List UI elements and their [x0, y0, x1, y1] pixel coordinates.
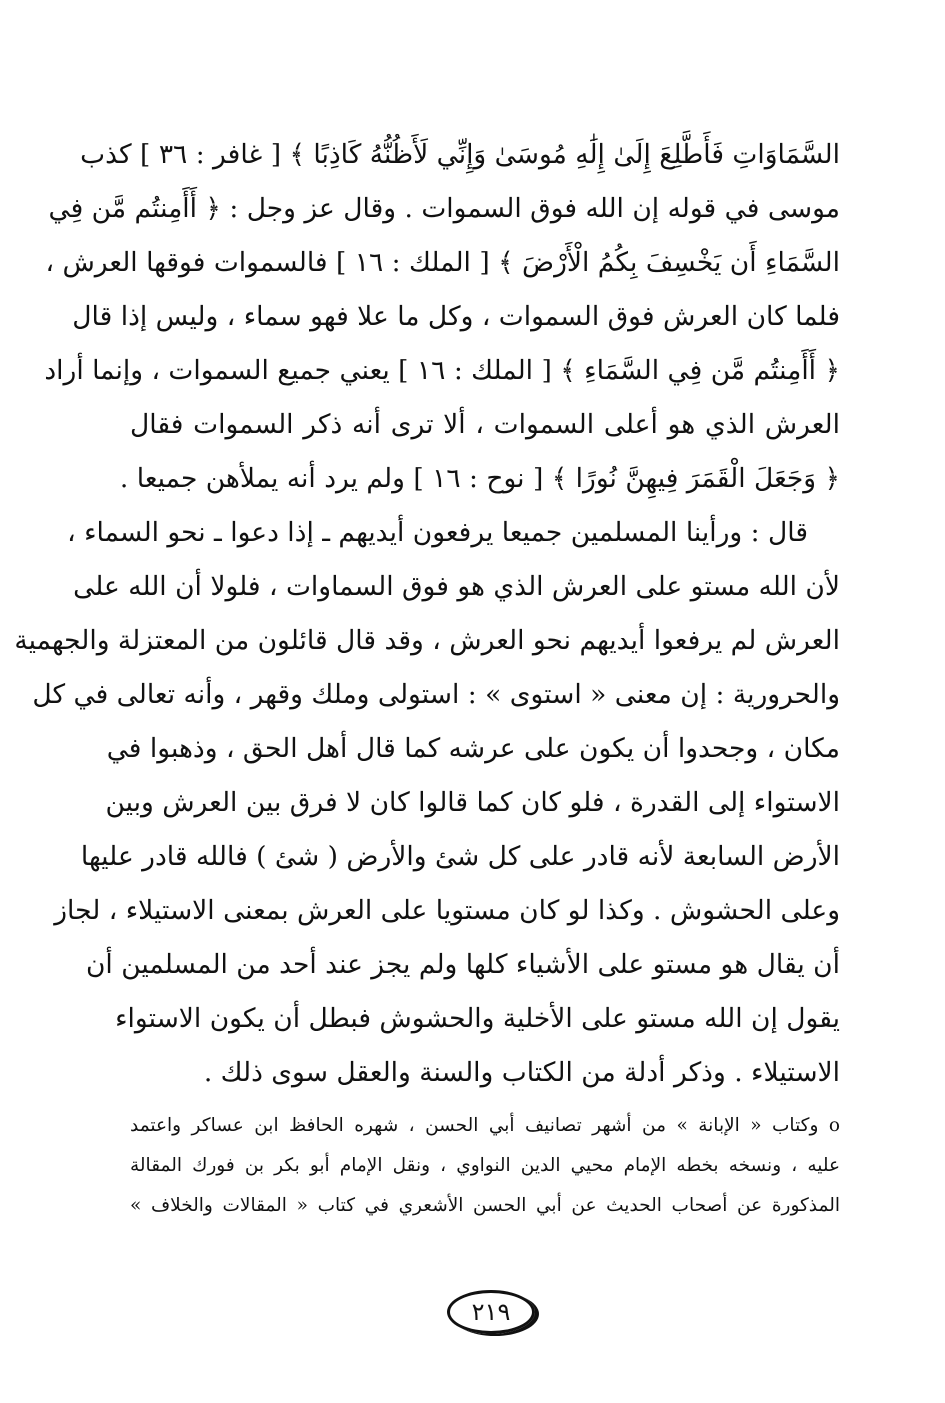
body-line: والحرورية : إن معنى « استوى » : استولى وملك وقهر ، وأنه تعالى في كل [32, 679, 840, 710]
body-line: فلما كان العرش فوق السموات ، وكل ما علا فهو سماء ، وليس إذا قال [72, 301, 840, 332]
footnote [130, 1106, 840, 1226]
footnote-line: المذكورة عن أصحاب الحديث عن أبي الحسن الأشعري في كتاب « المقالات والخلاف » [130, 1195, 840, 1216]
footnote-line: ο وكتاب « الإبانة » من أشهر تصانيف أبي الحسن ، شهره الحافظ ابن عساكر واعتمد [130, 1115, 840, 1136]
body-line: الاستيلاء . وذكر أدلة من الكتاب والسنة والعقل سوى ذلك . [203, 1057, 840, 1088]
body-line: وعلى الحشوش . وكذا لو كان مستويا على العرش بمعنى الاستيلاء ، لجاز [54, 895, 840, 926]
page-number: ٢١٩ [471, 1298, 511, 1326]
body-line: العرش الذي هو أعلى السموات ، ألا ترى أنه ذكر السموات فقال [130, 409, 840, 440]
body-line: ﴿ وَجَعَلَ الْقَمَرَ فِيهِنَّ نُورًا ﴾ [ نوح : ١٦ ] ولم يرد أنه يملأهن جميعا . [119, 463, 840, 494]
body-line: قال : ورأينا المسلمين جميعا يرفعون أيديهم ـ إذا دعوا ـ نحو السماء ، [67, 517, 808, 548]
body-line: ﴿ أَأَمِنتُم مَّن فِي السَّمَاءِ ﴾ [ الملك : ١٦ ] يعني جميع السموات ، وإنما أراد [44, 355, 840, 386]
page-number-badge [447, 1290, 539, 1340]
body-line: العرش لم يرفعوا أيديهم نحو العرش ، وقد قال قائلون من المعتزلة والجهمية [14, 625, 840, 656]
body-line: الأرض السابعة لأنه قادر على كل شئ والأرض ( شئ ) فالله قادر عليها [80, 841, 840, 872]
body-line: يقول إن الله مستو على الأخلية والحشوش فبطل أن يكون الاستواء [115, 1003, 840, 1034]
body-line: الاستواء إلى القدرة ، فلو كان كما قالوا كان لا فرق بين العرش وبين [105, 787, 840, 818]
body-line: لأن الله مستو على العرش الذي هو فوق السماوات ، فلولا أن الله على [73, 571, 840, 602]
footnote-line: عليه ، ونسخه بخطه الإمام محيي الدين النواوي ، ونقل الإمام أبو بكر بن فورك المقالة [130, 1155, 840, 1176]
page-text [14, 128, 840, 1226]
body-line: مكان ، وجحدوا أن يكون على عرشه كما قال أهل الحق ، وذهبوا في [106, 733, 840, 764]
body-line: السَّمَاءِ أَن يَخْسِفَ بِكُمُ الْأَرْضَ ﴾ [ الملك : ١٦ ] فالسموات فوقها العرش ، [45, 247, 840, 278]
body-line: موسى في قوله إن الله فوق السموات . وقال عز وجل : ﴿ أَأَمِنتُم مَّن فِي [48, 193, 840, 224]
body-line: أن يقال هو مستو على الأشياء كلها ولم يجز عند أحد من المسلمين أن [85, 949, 840, 980]
body-line: السَّمَاوَاتِ فَأَطَّلِعَ إِلَىٰ إِلَٰهِ مُوسَىٰ وَإِنِّي لَأَظُنُّهُ كَاذِبًا ﴾ [ غافر : ٣٦ ] كذب [80, 139, 840, 170]
